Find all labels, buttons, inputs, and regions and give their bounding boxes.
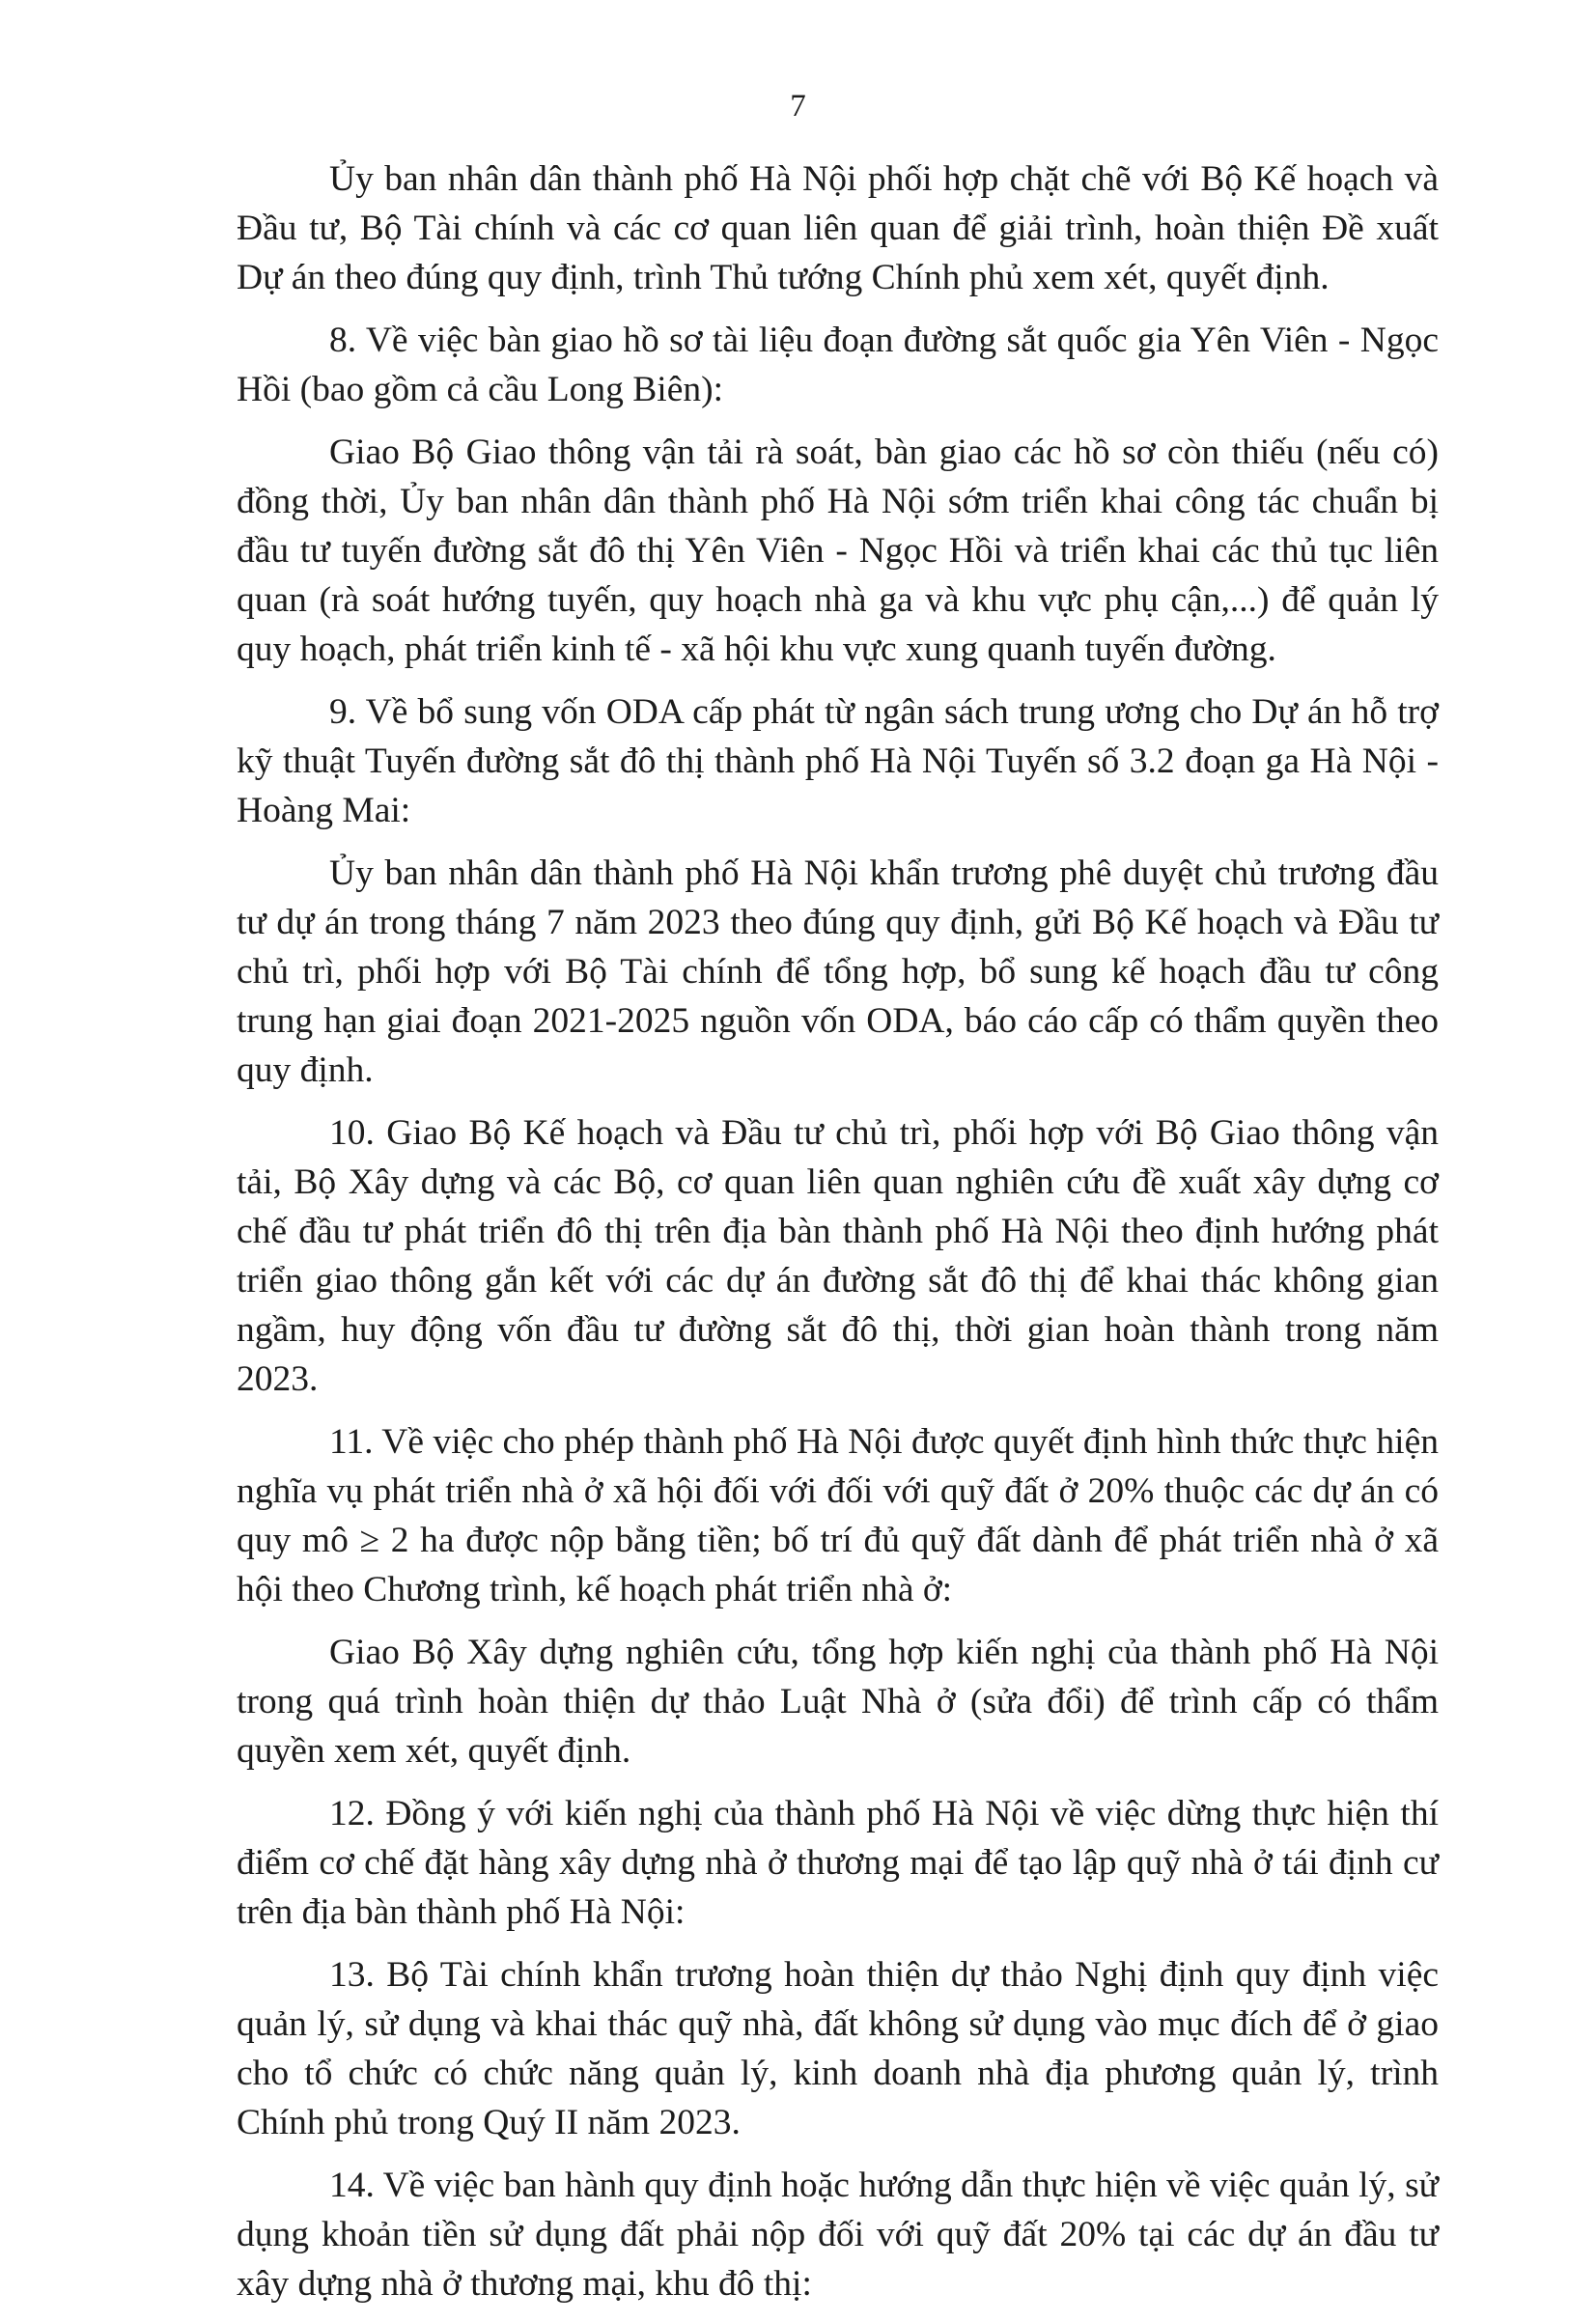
paragraph-item-8-body: Giao Bộ Giao thông vận tải rà soát, bàn giao các hồ sơ còn thiếu (nếu có) đồng thời, Ủy ban nhân dân thành phố Hà Nội sớm triển khai công tác chuẩn bị đầu tư tuyến đường sắt đô thị Yên Viên - Ngọc Hồi và triển khai các thủ tục liên quan (rà soát hướng tuyến, quy hoạch nhà ga và khu vực phụ cận,...) để quản lý quy hoạch, phát triển kinh tế - xã hội khu vực xung quanh tuyến đường. bbox=[237, 433, 1439, 669]
paragraph-item-12: 12. Đồng ý với kiến nghị của thành phố Hà Nội về việc dừng thực hiện thí điểm cơ chế đặt hàng xây dựng nhà ở thương mại để tạo lập quỹ nhà ở tái định cư trên địa bàn thành phố Hà Nội: bbox=[237, 1794, 1439, 1932]
paragraph-item-11-body: Giao Bộ Xây dựng nghiên cứu, tổng hợp kiến nghị của thành phố Hà Nội trong quá trình hoàn thiện dự thảo Luật Nhà ở (sửa đổi) để trình cấp có thẩm quyền xem xét, quyết định. bbox=[237, 1633, 1439, 1771]
paragraph-item-9-body: Ủy ban nhân dân thành phố Hà Nội khẩn trương phê duyệt chủ trương đầu tư dự án trong tháng 7 năm 2023 theo đúng quy định, gửi Bộ Kế hoạch và Đầu tư chủ trì, phối hợp với Bộ Tài chính để tổng hợp, bổ sung kế hoạch đầu tư công trung hạn giai đoạn 2021-2025 nguồn vốn ODA, báo cáo cấp có thẩm quyền theo quy định. bbox=[237, 853, 1439, 1090]
document-body bbox=[237, 154, 1439, 2322]
paragraph-item-9-heading: 9. Về bổ sung vốn ODA cấp phát từ ngân sách trung ương cho Dự án hỗ trợ kỹ thuật Tuyến đường sắt đô thị thành phố Hà Nội Tuyến số 3.2 đoạn ga Hà Nội - Hoàng Mai: bbox=[237, 692, 1439, 830]
paragraph-item-8-heading: 8. Về việc bàn giao hồ sơ tài liệu đoạn đường sắt quốc gia Yên Viên - Ngọc Hồi (bao gồm cả cầu Long Biên): bbox=[237, 321, 1439, 409]
paragraph-item-10: 10. Giao Bộ Kế hoạch và Đầu tư chủ trì, phối hợp với Bộ Giao thông vận tải, Bộ Xây dựng và các Bộ, cơ quan liên quan nghiên cứu đề xuất xây dựng cơ chế đầu tư phát triển đô thị trên địa bàn thành phố Hà Nội theo định hướng phát triển giao thông gắn kết với các dự án đường sắt đô thị để khai thác không gian ngầm, huy động vốn đầu tư đường sắt đô thị, thời gian hoàn thành trong năm 2023. bbox=[237, 1113, 1439, 1399]
paragraph-item-11-heading: 11. Về việc cho phép thành phố Hà Nội được quyết định hình thức thực hiện nghĩa vụ phát triển nhà ở xã hội đối với đối với quỹ đất ở 20% thuộc các dự án có quy mô ≥ 2 ha được nộp bằng tiền; bố trí đủ quỹ đất dành để phát triển nhà ở xã hội theo Chương trình, kế hoạch phát triển nhà ở: bbox=[237, 1422, 1439, 1609]
paragraph-hanoi-coordination: Ủy ban nhân dân thành phố Hà Nội phối hợp chặt chẽ với Bộ Kế hoạch và Đầu tư, Bộ Tài chính và các cơ quan liên quan để giải trình, hoàn thiện Đề xuất Dự án theo đúng quy định, trình Thủ tướng Chính phủ xem xét, quyết định. bbox=[237, 159, 1439, 297]
paragraph-item-13: 13. Bộ Tài chính khẩn trương hoàn thiện dự thảo Nghị định quy định việc quản lý, sử dụng và khai thác quỹ nhà, đất không sử dụng vào mục đích để ở giao cho tổ chức có chức năng quản lý, kinh doanh nhà địa phương quản lý, trình Chính phủ trong Quý II năm 2023. bbox=[237, 1955, 1439, 2142]
page-number: 7 bbox=[790, 89, 806, 124]
paragraph-item-14-heading: 14. Về việc ban hành quy định hoặc hướng dẫn thực hiện về việc quản lý, sử dụng khoản tiền sử dụng đất phải nộp đối với quỹ đất 20% tại các dự án đầu tư xây dựng nhà ở thương mại, khu đô thị: bbox=[237, 2166, 1439, 2304]
